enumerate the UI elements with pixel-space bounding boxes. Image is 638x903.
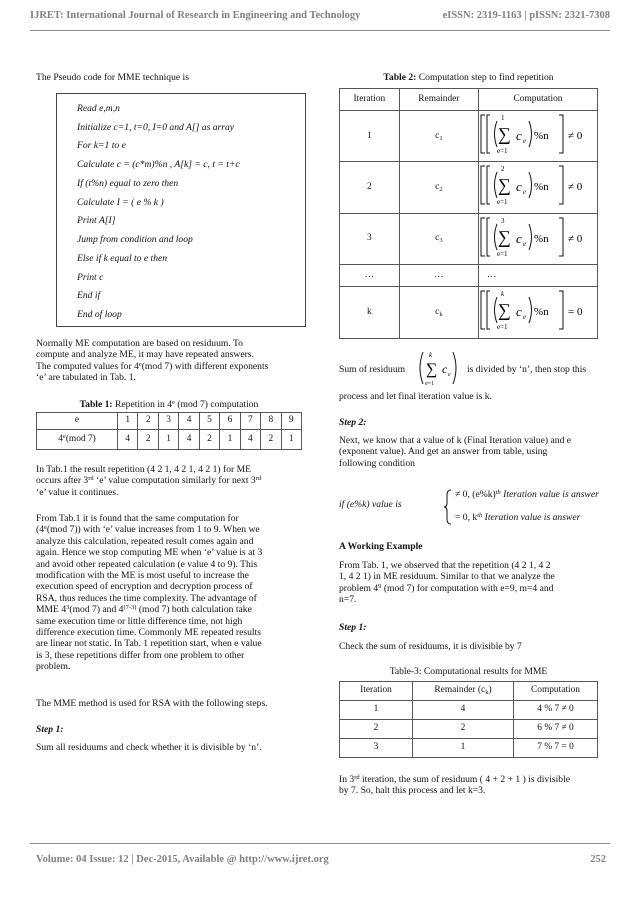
code-line: End if xyxy=(77,290,101,301)
table-row: 2 2 6 % 7 ≠ 0 xyxy=(340,720,598,739)
svg-text:%n: %n xyxy=(534,130,549,142)
footer-rule xyxy=(30,843,610,844)
table-row: 3 $c_3$ 3 ∑ e=1 c e %n ≠ 0 xyxy=(340,213,598,264)
example-text: From Tab. 1, we observed that the repetition (4 2 1, 4 2 1, 4 2 1) in ME residuum. Similar to that we analyze the problem $4^9$ (mod 7) for computation with e=9, m=4 and n=7. xyxy=(339,560,555,606)
svg-text:e: e xyxy=(448,372,451,378)
code-line: Initialize c=1, t=0, I=0 and A[] as array xyxy=(77,122,235,133)
journal-name: IJRET: International Journal of Research in Engineering and Technology xyxy=(30,10,361,21)
computation-formula xyxy=(479,162,598,213)
svg-text:∑: ∑ xyxy=(498,175,511,196)
step1-text: Sum all residuums and check whether it is divisible by ‘n’. xyxy=(36,742,262,753)
table-row: 1 4 4 % 7 ≠ 0 xyxy=(340,701,598,720)
table2-computation xyxy=(339,88,598,339)
svg-text:%n: %n xyxy=(534,181,549,194)
paragraph-tab1-analysis: From Tab.1 it is found that the same computation for (4e(mod 7)) with ‘e’ value increases from 1 to 9. When we analyze this calculation, repeated result comes again and again. Hence we stop computing ME when ‘e’ value is at 3 and avoid other repeated calculation (e value 4 to 9). This modification with the ME is most useful to increase the execution speed of encryption and decryption process of RSA, thus reduces the time complexity. The advantage of MME $4^3(mod$ 7) and 4$^{(7-3)}$ (mod 7) both calculation take same execution time or little difference time, not high difference execution time. Commonly ME repeated results are linear not static. In Tab. 1 repetition start, when e value is 3, these repetitions differ from one problem to other problem. xyxy=(36,513,263,673)
example-heading: A Working Example xyxy=(339,541,423,552)
svg-text:e=1: e=1 xyxy=(497,198,508,207)
code-line: Calculate c = (c*m)%n , A[k] = c, t = t+c xyxy=(77,159,240,170)
table-row: 2 $c_2$ 2 ∑ e=1 c e %n ≠ 0 xyxy=(340,162,598,213)
table-row: Iteration Remainder $(c_k)$ Computation xyxy=(340,682,598,701)
svg-text:k: k xyxy=(429,351,433,359)
svg-text:e: e xyxy=(523,188,527,197)
computation-formula xyxy=(479,213,598,264)
table-row: 4e(mod 7) 4 2 1 4 2 1 4 2 1 xyxy=(37,430,302,450)
svg-text:e=1: e=1 xyxy=(425,381,435,387)
page-number: 252 xyxy=(590,854,606,865)
svg-text:c: c xyxy=(516,304,522,320)
svg-text:c: c xyxy=(516,230,522,246)
issn: eISSN: 2319-1163 | pISSN: 2321-7308 xyxy=(442,10,610,21)
sum-mod-formula xyxy=(479,162,597,208)
paragraph-tab1-result: In Tab.1 the result repetition (4 2 1, 4 2 1, 4 2 1) for ME occurs after 3rd ‘e’ value computation similarly for next 3rd ‘e’ value it continues. xyxy=(36,464,262,498)
table1-caption: Table 1: Repetition in 4e (mod 7) computation xyxy=(79,399,259,410)
svg-text:= 0: = 0 xyxy=(568,306,583,319)
svg-text:∑: ∑ xyxy=(498,300,511,321)
code-line: Read e,m,n xyxy=(77,103,120,114)
pseudo-code-box xyxy=(56,93,306,327)
svg-text:≠ 0: ≠ 0 xyxy=(568,232,583,245)
sum-mod-formula xyxy=(479,287,597,333)
svg-text:e=1: e=1 xyxy=(497,323,508,332)
table3-mme-results xyxy=(339,681,598,758)
svg-text:k: k xyxy=(501,290,505,299)
paragraph-mme-method: The MME method is used for RSA with the following steps. xyxy=(36,698,268,709)
computation-formula xyxy=(479,287,598,338)
table2-caption: Table 2: Computation step to find repetition xyxy=(383,72,554,83)
code-line: Print A[I] xyxy=(77,215,116,226)
code-line: If (t%n) equal to zero then xyxy=(77,178,179,189)
svg-text:e=1: e=1 xyxy=(497,147,508,155)
running-header xyxy=(30,10,610,21)
svg-text:e: e xyxy=(523,137,527,145)
table1-repetition xyxy=(36,412,302,450)
sum-formula xyxy=(417,348,459,388)
header-rule xyxy=(30,30,610,31)
svg-text:∑: ∑ xyxy=(426,361,438,378)
svg-text:c: c xyxy=(516,128,522,143)
condition-formula: if (e%k) value is ≠ 0, $(e\%k)^{th}$ Iteration value is answer = 0, $k^{th}$ Iteration value is answer xyxy=(339,489,599,523)
svg-text:%n: %n xyxy=(534,232,549,245)
sum-mod-formula xyxy=(479,111,597,157)
step2-text: Next, we know that a value of k (Final Iteration value) and e (exponent value). And get an answer from table, using following condition xyxy=(339,435,572,469)
code-line: End of loop xyxy=(77,309,122,320)
table-row: Iteration Remainder Computation xyxy=(340,89,598,111)
computation-formula xyxy=(479,111,598,162)
table-row: k $c_k$ k ∑ e=1 c e %n = 0 xyxy=(340,287,598,338)
step1-heading: Step 1: xyxy=(36,724,64,735)
table-row: 3 1 7 % 7 = 0 xyxy=(340,739,598,758)
step1b-heading: Step 1: xyxy=(339,622,367,633)
svg-text:e=1: e=1 xyxy=(497,249,508,258)
sum-of-residuum-cont: process and let final iteration value is k. xyxy=(339,391,492,402)
svg-text:≠ 0: ≠ 0 xyxy=(568,181,583,194)
table3-caption: Table-3: Computational results for MME xyxy=(389,666,548,677)
svg-text:≠ 0: ≠ 0 xyxy=(568,130,583,142)
final-paragraph: In 3rd iteration, the sum of residuum ( 4 + 2 + 1 ) is divisible by 7. So, halt this process and let k=3. xyxy=(339,774,571,797)
volume-info: Volume: 04 Issue: 12 | Dec-2015, Available @ http://www.ijret.org xyxy=(36,854,329,865)
code-line: Else if k equal to e then xyxy=(77,253,168,264)
svg-text:2: 2 xyxy=(501,165,505,174)
svg-text:e: e xyxy=(523,313,527,322)
svg-text:∑: ∑ xyxy=(498,124,511,144)
svg-text:3: 3 xyxy=(501,216,505,225)
svg-text:e: e xyxy=(523,239,527,248)
sum-mod-formula xyxy=(479,214,597,260)
left-brace xyxy=(443,489,453,525)
svg-text:∑: ∑ xyxy=(498,226,511,247)
pseudo-intro: The Pseudo code for MME technique is xyxy=(36,72,189,83)
running-footer xyxy=(36,854,606,865)
code-line: Jump from condition and loop xyxy=(77,234,193,245)
paragraph-me-computation: Normally ME computation are based on residuum. To compute and analyze ME, it may have repeated answers. The computed values for 4e(mod 7) with different exponents ‘e’ are tabulated in Tab. 1. xyxy=(36,338,269,384)
svg-text:c: c xyxy=(516,179,522,195)
step2-heading: Step 2: xyxy=(339,417,367,428)
svg-text:1: 1 xyxy=(501,114,505,122)
table-row: e 1 2 3 4 5 6 7 8 9 xyxy=(37,413,302,430)
code-line: Calculate I = ( e % k ) xyxy=(77,197,164,208)
svg-text:%n: %n xyxy=(534,306,549,319)
table-row: 1 $c_1$ 1 ∑ e=1 c e %n ≠ 0 xyxy=(340,111,598,162)
condition-case1: ≠ 0, $(e\%k)^{th}$ Iteration value is answer xyxy=(455,489,599,500)
table-row: … … … xyxy=(340,265,598,287)
code-line: Print c xyxy=(77,272,104,283)
svg-text:c: c xyxy=(442,362,448,376)
step1b-text: Check the sum of residuums, it is divisible by 7 xyxy=(339,641,522,652)
condition-case2: = 0, $k^{th}$ Iteration value is answer xyxy=(455,512,581,523)
code-line: For k=1 to e xyxy=(77,140,126,151)
